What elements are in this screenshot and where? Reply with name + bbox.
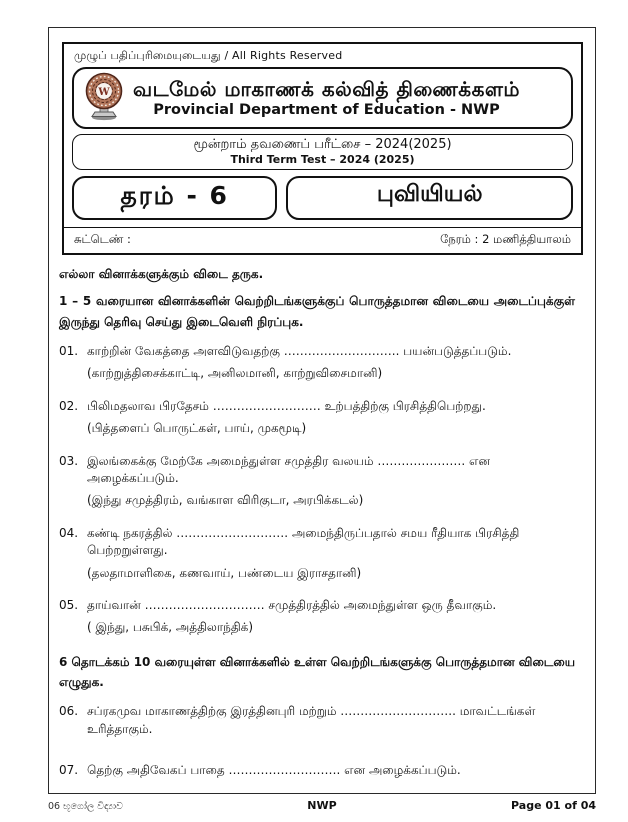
questions-6-10-list	[59, 703, 575, 794]
question-text: காற்றின் வேகத்தை அளவிடுவதற்கு ……………………….. பயன்படுத்தப்படும்.	[87, 344, 512, 359]
question-options: (இந்து சமுத்திரம், வங்காள விரிகுடா, அரபிக்கடல்)	[87, 493, 364, 508]
question-line	[59, 597, 575, 614]
question-options: (தலதாமாளிகை, கணவாய், பண்டைய இராசதானி)	[87, 565, 362, 580]
question-text: சப்ரகமுவ மாகாணத்திற்கு இரத்தினபுரி மற்றும் ……………………….. மாவட்டங்கள் உரித்தாகும்.	[87, 704, 536, 736]
question-number: 02.	[59, 398, 79, 413]
question-line	[59, 762, 575, 779]
exam-header	[62, 42, 583, 255]
section-6-10-instruction: 6 தொடக்கம் 10 வரையுள்ள வினாக்களில் உள்ள வெற்றிடங்களுக்கு பொருத்தமான விடையை எழுதுக.	[59, 654, 575, 690]
question-row	[59, 762, 575, 779]
question-line	[59, 343, 575, 360]
answer-all-instruction: எல்லா வினாக்களுக்கும் விடை தருக.	[59, 267, 264, 282]
footer-page-number: Page 01 of 04	[511, 799, 597, 812]
question-text: தாய்வான் ………………………… சமுத்திரத்தில் அமைந்துள்ள ஒரு தீவாகும்.	[87, 597, 497, 612]
question-row	[59, 703, 575, 738]
question-options: (காற்றுத்திசைக்காட்டி, அனிலமானி, காற்றுவிசைமானி)	[87, 366, 383, 381]
department-name-english: Provincial Department of Education - NWP	[153, 101, 500, 118]
question-line	[59, 453, 575, 488]
grade-label: தரம் - 6	[72, 176, 277, 220]
question-row	[59, 597, 575, 637]
question-row	[59, 398, 575, 438]
question-options: ( இந்து, பசுபிக், அத்திலாந்திக்)	[87, 620, 254, 635]
question-line	[59, 525, 575, 560]
education-department-emblem-icon	[82, 71, 126, 125]
questions-1-5-list	[59, 343, 575, 637]
subject-label: புவியியல்	[286, 176, 573, 220]
page-footer	[48, 799, 596, 812]
index-number-label: சுட்டெண் :	[74, 232, 131, 247]
exam-title-banner	[72, 134, 573, 170]
exam-title-english: Third Term Test – 2024 (2025)	[230, 153, 415, 167]
copyright-notice: முழுப் பதிப்புரிமையுடையது / All Rights Reserved	[74, 49, 343, 62]
question-paper-body	[49, 255, 595, 794]
question-row	[59, 453, 575, 510]
question-line	[59, 703, 575, 738]
footer-subject-code: 06 භූගෝල විද්‍යාව	[48, 801, 123, 812]
question-row	[59, 343, 575, 383]
question-number: 05.	[59, 597, 79, 612]
exam-title-tamil: மூன்றாம் தவணைப் பரீட்சை – 2024(2025)	[193, 137, 452, 152]
question-row	[59, 525, 575, 582]
page-border	[48, 27, 596, 794]
question-options: (பித்தளைப் பொருட்கள், பாய், முகமூடி)	[87, 421, 307, 436]
question-text: கண்டி நகரத்தில் ………………………. அமைந்திருப்பதால் சமய ரீதியாக பிரசித்தி பெற்றறுள்ளது.	[87, 525, 520, 558]
question-text: பிலிமதலாவ பிரதேசம் ……………………… உற்பத்திற்கு பிரசித்திபெற்றது.	[87, 398, 486, 413]
section-1-5-instruction: 1 – 5 வரையான வினாக்களின் வெற்றிடங்களுக்குப் பொருத்தமான விடையை அடைப்புக்குள் இருந்து தெரிவு செய்து இடைவெளி நிரப்புக.	[59, 294, 575, 329]
question-number: 06.	[59, 704, 79, 719]
index-time-row	[64, 227, 581, 253]
question-number: 01.	[59, 344, 79, 359]
department-titles	[126, 78, 561, 119]
question-number: 03.	[59, 453, 79, 468]
svg-text:W: W	[98, 87, 110, 98]
grade-subject-row	[72, 176, 573, 220]
question-line	[59, 398, 575, 415]
question-text: இலங்கைக்கு மேற்கே அமைந்துள்ள சமுத்திர வலயம் …………………. என அழைக்கப்படும்.	[87, 453, 491, 485]
question-text: தெற்கு அதிவேகப் பாதை ………………………. என அழைக்கப்படும்.	[87, 763, 461, 778]
question-number: 07.	[59, 763, 79, 778]
time-allowed-label: நேரம் : 2 மணித்தியாலம்	[440, 232, 571, 247]
department-banner	[72, 67, 573, 129]
footer-province-code: NWP	[307, 799, 337, 812]
department-name-tamil: வடமேல் மாகாணக் கல்வித் திணைக்களம்	[132, 76, 521, 101]
question-number: 04.	[59, 525, 79, 540]
